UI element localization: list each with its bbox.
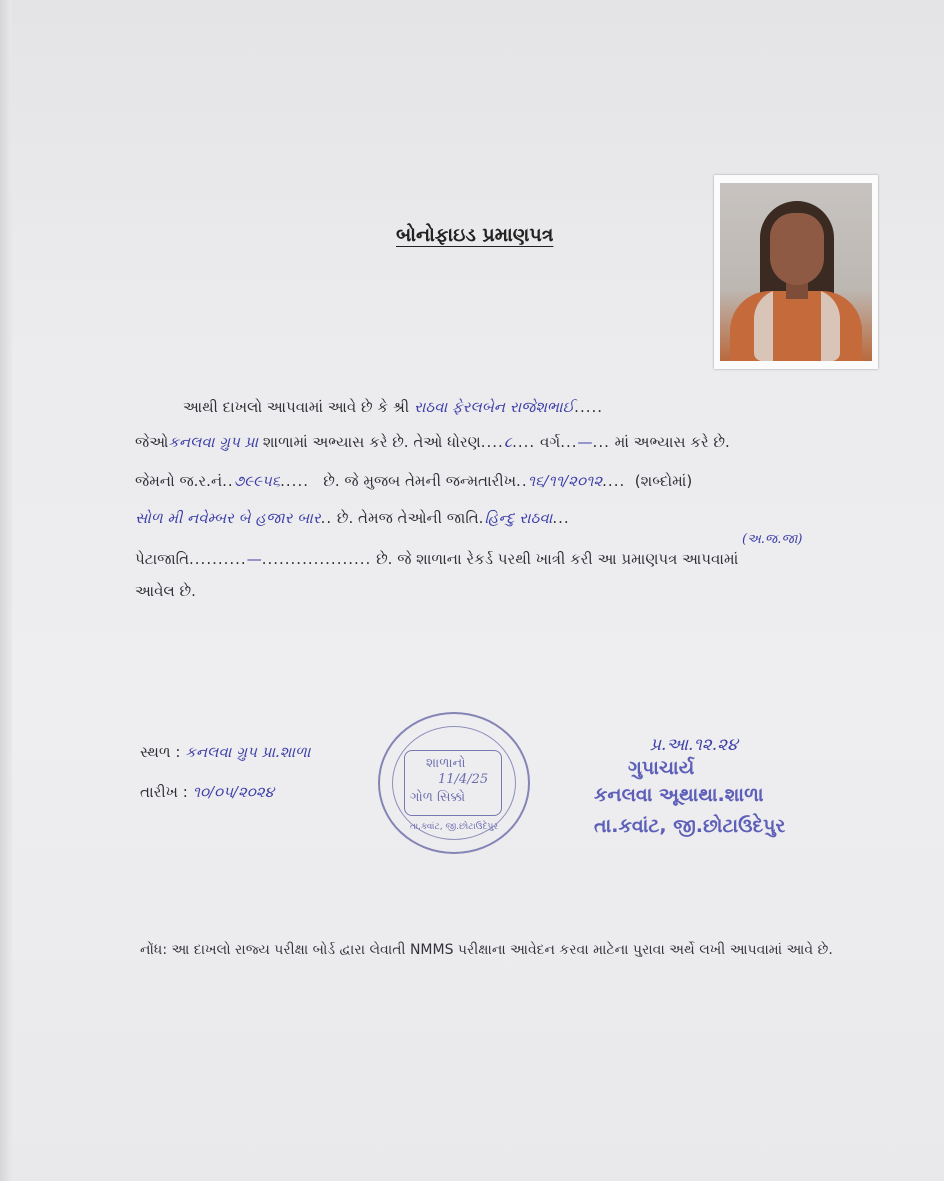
text-print: છે. તેમજ તેઓની જાતિ	[336, 509, 479, 527]
gr-number: ૭૯૯૫૬	[233, 472, 281, 490]
school-round-stamp	[378, 712, 530, 854]
text-print: છે. જે શાળાના રેકર્ડ પરથી ખાત્રી કરી આ પ્રમાણપત્ર આપવામાં	[376, 550, 739, 568]
seal-designation: ગુપાચાર્ય	[628, 757, 695, 779]
signature: પ્ર.આ.૧૨.૨૪	[650, 735, 738, 755]
student-name: રાઠવા ફેરલબેન રાજેશભાઈ	[413, 398, 575, 416]
page-edge	[0, 0, 12, 1181]
text-print: વર્ગ	[539, 433, 561, 451]
date-row	[140, 783, 274, 801]
place-label: સ્થળ :	[140, 743, 181, 761]
text-print: શાળામાં અભ્યાસ કરે છે. તેઓ ધોરણ	[262, 433, 481, 451]
division-value: —	[577, 433, 593, 451]
birth-date-words: સોળ મી નવેમ્બર બે હજાર બાર	[135, 509, 321, 527]
footnote: નોંધ: આ દાખલો રાજ્ય પરીક્ષા બોર્ડ દ્વારા લેવાતી NMMS પરીક્ષાના આવેદન કરવા માટેના પુરાવા અર્થે લખી આપવામાં આવે છે.	[140, 942, 833, 958]
text-print: જેઓ	[135, 433, 169, 451]
stamp-text: ગોળ સિક્કો	[410, 790, 466, 805]
subcaste-value: —	[246, 550, 262, 568]
stamp-text: શાળાનો	[426, 756, 466, 771]
text-print: જેમનો જ.ર.નં	[135, 472, 223, 490]
birth-date: ૧૬/૧૧/૨૦૧૨	[527, 472, 603, 490]
standard-value: ૮	[503, 433, 513, 451]
body-line-4: સોળ મી નવેમ્બર બે હજાર બાર.. છે. તેમજ તેઓની જાતિ.હિન્દુ રાઠવા...	[135, 509, 570, 527]
seal-school: કનલવા અૂથાથા.શાળા	[594, 784, 764, 806]
caste-note: (અ.જ.જા)	[742, 532, 803, 547]
text-print: (શબ્દોમાં)	[634, 472, 693, 490]
student-photo	[714, 175, 878, 369]
text-print: માં અભ્યાસ કરે છે.	[614, 433, 730, 451]
date-label: તારીખ :	[140, 783, 188, 801]
body-line-3: જેમનો જ.ર.નં..૭૯૯૫૬..... છે. જે મુજબ તેમની જન્મતારીખ..૧૬/૧૧/૨૦૧૨.... (શબ્દોમાં)	[135, 472, 693, 490]
body-line-5: પેટાજાતિ..........—................... છે. જે શાળાના રેકર્ડ પરથી ખાત્રી કરી આ પ્રમાણપત્ર આપવામાં	[135, 550, 739, 568]
stamp-number: 11/4/25	[438, 772, 489, 787]
text-print: આથી દાખલો આપવામાં આવે છે કે શ્રી	[183, 398, 410, 416]
body-line-1: આથી દાખલો આપવામાં આવે છે કે શ્રી રાઠવા ફેરલબેન રાજેશભાઈ.....	[183, 398, 604, 416]
text-print: પેટાજાતિ	[135, 550, 190, 568]
school-name: કનલવા ગ્રુપ પ્રા	[168, 433, 259, 451]
body-line-2: જેઓકનલવા ગ્રુપ પ્રા શાળામાં અભ્યાસ કરે છે. તેઓ ધોરણ....૮.... વર્ગ...—... માં અભ્યાસ કરે છે.	[135, 433, 730, 451]
text-print: છે. જે મુજબ તેમની જન્મતારીખ	[323, 472, 517, 490]
stamp-ring-text: તા.ક્વાંટ, જી.છોટાઉદેપુર	[410, 822, 498, 832]
seal-address: તા.કવાંટ, જી.છોટાઉદેપુર	[594, 815, 786, 837]
date-value: ૧૦/૦૫/૨૦૨૪	[192, 783, 274, 801]
certificate-title: બોનોફાઇડ પ્રમાણપત્ર	[396, 224, 554, 246]
caste-value: હિન્દુ રાઠવા	[484, 509, 553, 527]
place-value: કનલવા ગ્રુપ પ્રા.શાળા	[185, 743, 311, 761]
body-line-6: આવેલ છે.	[135, 582, 196, 600]
place-row	[140, 743, 310, 761]
